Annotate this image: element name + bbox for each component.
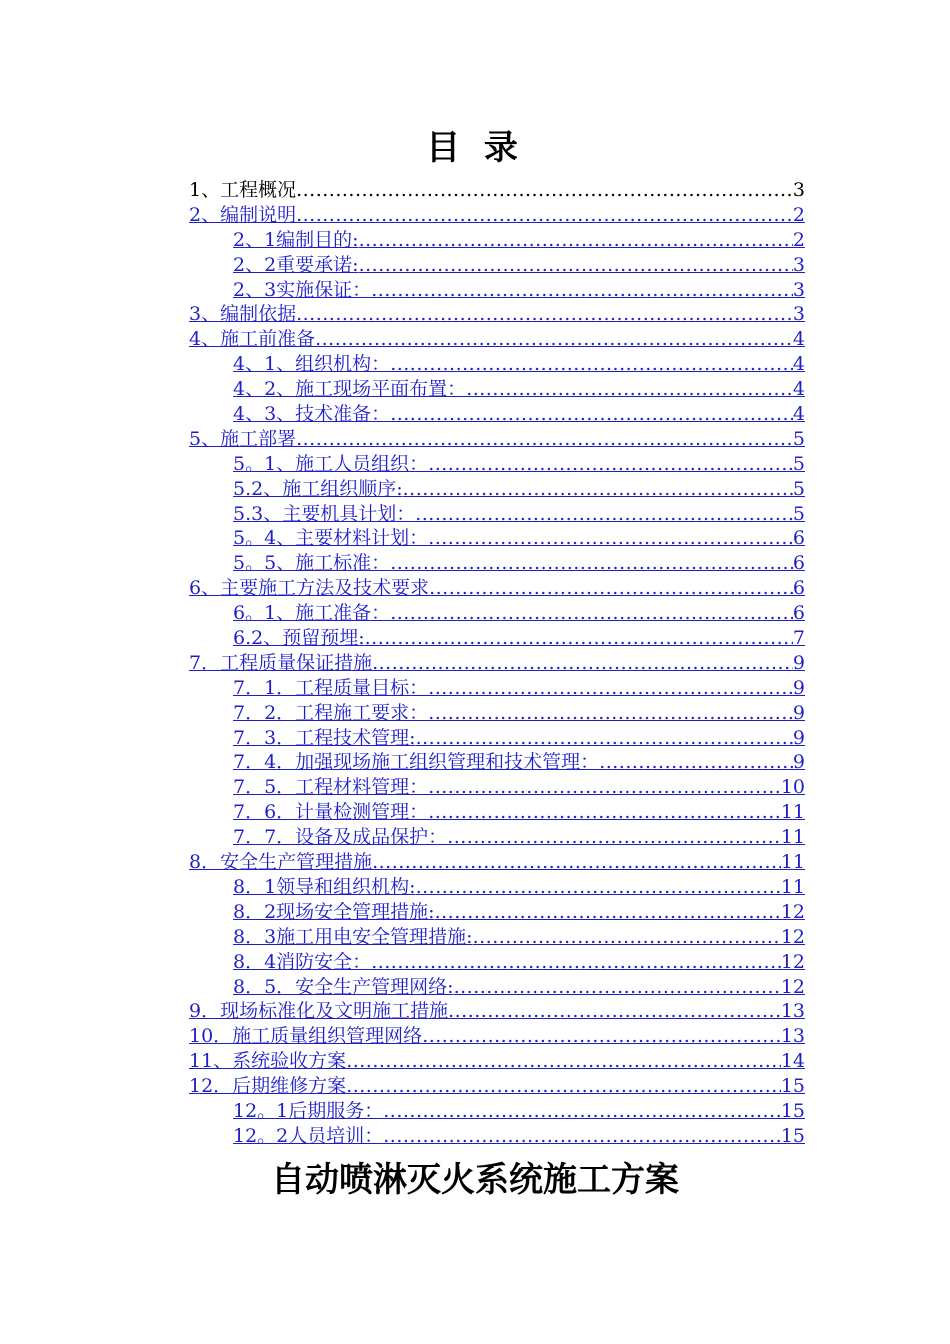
toc-entry[interactable] — [189, 999, 805, 1024]
toc-entry-title: 6。1、施工准备： — [233, 602, 391, 625]
toc-entry-page: 11 — [780, 875, 805, 898]
toc-entry-page: 9 — [792, 701, 805, 724]
toc-entry-page: 12 — [780, 975, 805, 998]
toc-entry-title: 7．6．计量检测管理： — [233, 801, 429, 824]
toc-leader-dots — [448, 999, 781, 1024]
toc-leader-dots — [390, 402, 793, 427]
toc-entry-page: 2 — [792, 203, 805, 226]
toc-entry-page: 6 — [792, 527, 805, 550]
toc-entry-title: 5.3、主要机具计划： — [233, 502, 416, 525]
toc-entry-page: 5 — [792, 477, 805, 500]
toc-leader-dots — [403, 477, 793, 502]
toc-entry-title: 12．后期维修方案 — [189, 1075, 347, 1098]
toc-entry-page: 11 — [780, 826, 805, 849]
toc-entry-title: 8．2现场安全管理措施: — [233, 900, 435, 923]
toc-leader-dots — [428, 775, 781, 800]
toc-leader-dots — [390, 601, 793, 626]
toc-entry-title: 8．5．安全生产管理网络: — [233, 975, 454, 998]
toc-entry[interactable] — [189, 800, 805, 825]
toc-entry[interactable] — [189, 775, 805, 800]
toc-leader-dots — [390, 551, 793, 576]
toc-entry-title: 5。5、施工标准： — [233, 552, 391, 575]
toc-entry-page: 11 — [780, 801, 805, 824]
toc-entry-page: 13 — [780, 1025, 805, 1048]
toc-entry-page: 9 — [792, 676, 805, 699]
toc-entry-title: 7．5．工程材料管理： — [233, 776, 429, 799]
toc-leader-dots — [428, 526, 793, 551]
toc-entry[interactable] — [189, 825, 805, 850]
toc-entry[interactable] — [189, 1024, 805, 1049]
toc-entry-page: 2 — [792, 228, 805, 251]
toc-entry-page: 3 — [792, 179, 805, 201]
toc-entry[interactable] — [189, 850, 805, 875]
toc-entry-title: 7．4．加强现场施工组织管理和技术管理： — [233, 751, 600, 774]
toc-leader-dots — [416, 875, 781, 900]
toc-leader-dots — [383, 1099, 781, 1124]
toc-leader-dots — [416, 726, 793, 751]
toc-entry-page: 9 — [792, 751, 805, 774]
toc-entry[interactable] — [189, 726, 805, 751]
toc-entry-title: 7．1．工程质量目标： — [233, 676, 429, 699]
toc-entry[interactable] — [189, 427, 805, 452]
toc-entry-page: 13 — [780, 1000, 805, 1023]
toc-entry-title: 4、1、组织机构： — [233, 353, 391, 376]
toc-leader-dots — [346, 1074, 781, 1099]
toc-entry-title: 2、3实施保证： — [233, 278, 372, 301]
toc-entry[interactable] — [189, 278, 805, 303]
toc-entry-page: 5 — [792, 502, 805, 525]
toc-entry[interactable] — [189, 950, 805, 975]
toc-entry-title: 1、工程概况 — [189, 179, 297, 201]
toc-entry[interactable] — [189, 203, 805, 228]
toc-entry-page: 5 — [792, 427, 805, 450]
toc-entry-page: 11 — [780, 851, 805, 874]
toc-leader-dots — [454, 975, 781, 1000]
toc-entry-page: 6 — [792, 577, 805, 600]
toc-entry-page: 9 — [792, 726, 805, 749]
toc-leader-dots — [422, 1024, 781, 1049]
toc-entry[interactable] — [189, 626, 805, 651]
toc-entry-page: 3 — [792, 253, 805, 276]
toc-entry-title: 5。1、施工人员组织： — [233, 452, 429, 475]
toc-entry-title: 4、2、施工现场平面布置： — [233, 378, 467, 401]
toc-entry-page: 15 — [780, 1124, 805, 1147]
toc-entry-page: 3 — [792, 278, 805, 301]
toc-entry[interactable] — [189, 925, 805, 950]
toc-entry[interactable] — [189, 352, 805, 377]
toc-leader-dots — [428, 701, 793, 726]
toc-entry-page: 4 — [792, 328, 805, 351]
toc-entry-title: 11、系统验收方案 — [189, 1050, 347, 1073]
toc-leader-dots — [296, 427, 793, 452]
toc-heading: 目 录 — [426, 128, 524, 168]
toc-entry-title: 7．3．工程技术管理: — [233, 726, 416, 749]
toc-entry[interactable] — [189, 477, 805, 502]
toc-entry-title: 7．工程质量保证措施 — [189, 651, 373, 674]
toc-leader-dots — [383, 1124, 781, 1149]
toc-entry-title: 8．1领导和组织机构: — [233, 875, 416, 898]
toc-entry[interactable] — [189, 377, 805, 402]
toc-entry-title: 7．7．设备及成品保护： — [233, 826, 448, 849]
toc-entry-page: 3 — [792, 303, 805, 326]
toc-entry[interactable] — [189, 1074, 805, 1099]
toc-entry-title: 6、主要施工方法及技术要求 — [189, 577, 430, 600]
toc-leader-dots — [359, 228, 793, 253]
toc-entry[interactable] — [189, 701, 805, 726]
toc-leader-dots — [429, 576, 793, 601]
toc-entry[interactable] — [189, 975, 805, 1000]
toc-entry-title: 2、编制说明 — [189, 203, 297, 226]
toc-leader-dots — [296, 302, 793, 327]
toc-entry-title: 2、2重要承诺: — [233, 253, 359, 276]
toc-entry[interactable] — [189, 1099, 805, 1124]
toc-entry-page: 15 — [780, 1099, 805, 1122]
toc-entry-title: 8．安全生产管理措施 — [189, 851, 373, 874]
table-of-contents — [189, 178, 805, 1149]
toc-leader-dots — [371, 278, 793, 303]
toc-entry-page: 4 — [792, 403, 805, 426]
toc-entry[interactable] — [189, 502, 805, 527]
toc-entry[interactable] — [189, 750, 805, 775]
toc-leader-dots — [447, 825, 781, 850]
toc-leader-dots — [473, 925, 781, 950]
toc-leader-dots — [372, 651, 793, 676]
toc-entry[interactable] — [189, 601, 805, 626]
toc-leader-dots — [599, 750, 793, 775]
toc-entry-page: 4 — [792, 353, 805, 376]
toc-entry-page: 12 — [780, 925, 805, 948]
toc-leader-dots — [435, 900, 781, 925]
toc-entry[interactable] — [189, 900, 805, 925]
toc-entry-page: 14 — [780, 1050, 805, 1073]
toc-entry-page: 6 — [792, 602, 805, 625]
toc-entry[interactable] — [189, 302, 805, 327]
toc-leader-dots — [296, 178, 793, 203]
toc-entry-title: 6.2、预留预埋: — [233, 627, 365, 650]
toc-entry — [189, 178, 805, 203]
toc-entry[interactable] — [189, 551, 805, 576]
toc-entry[interactable] — [189, 228, 805, 253]
toc-entry-page: 4 — [792, 378, 805, 401]
toc-entry-title: 7．2．工程施工要求： — [233, 701, 429, 724]
toc-entry-title: 4、施工前准备 — [189, 328, 316, 351]
toc-leader-dots — [315, 327, 793, 352]
toc-entry-page: 15 — [780, 1075, 805, 1098]
toc-leader-dots — [372, 850, 781, 875]
toc-entry-title: 8．4消防安全： — [233, 950, 372, 973]
toc-entry-title: 9．现场标准化及文明施工措施 — [189, 1000, 449, 1023]
toc-entry-title: 10．施工质量组织管理网络 — [189, 1025, 423, 1048]
toc-leader-dots — [296, 203, 793, 228]
toc-entry-page: 12 — [780, 950, 805, 973]
toc-entry-title: 2、1编制目的: — [233, 228, 359, 251]
toc-leader-dots — [428, 676, 793, 701]
toc-leader-dots — [346, 1049, 781, 1074]
toc-entry-title: 5。4、主要材料计划： — [233, 527, 429, 550]
toc-entry-page: 10 — [780, 776, 805, 799]
toc-entry-title: 12。1后期服务： — [233, 1099, 384, 1122]
toc-entry[interactable] — [189, 1124, 805, 1149]
toc-entry[interactable] — [189, 576, 805, 601]
toc-entry[interactable] — [189, 452, 805, 477]
toc-entry[interactable] — [189, 526, 805, 551]
toc-entry[interactable] — [189, 327, 805, 352]
toc-leader-dots — [371, 950, 781, 975]
toc-leader-dots — [428, 452, 793, 477]
toc-entry-title: 5、施工部署 — [189, 427, 297, 450]
toc-entry-page: 9 — [792, 651, 805, 674]
toc-entry[interactable] — [189, 875, 805, 900]
toc-entry-page: 5 — [792, 452, 805, 475]
toc-entry-page: 6 — [792, 552, 805, 575]
toc-entry-title: 12。2人员培训： — [233, 1124, 384, 1147]
toc-entry[interactable] — [189, 1049, 805, 1074]
toc-entry-title: 8．3施工用电安全管理措施: — [233, 925, 473, 948]
toc-entry-title: 3、编制依据 — [189, 303, 297, 326]
toc-leader-dots — [359, 253, 793, 278]
toc-entry[interactable] — [189, 676, 805, 701]
toc-leader-dots — [428, 800, 781, 825]
toc-entry-title: 5.2、施工组织顺序: — [233, 477, 403, 500]
toc-leader-dots — [365, 626, 793, 651]
toc-leader-dots — [390, 352, 793, 377]
toc-entry-title: 4、3、技术准备： — [233, 403, 391, 426]
toc-entry[interactable] — [189, 651, 805, 676]
toc-leader-dots — [466, 377, 793, 402]
toc-entry[interactable] — [189, 253, 805, 278]
toc-leader-dots — [415, 502, 793, 527]
toc-entry-page: 7 — [792, 627, 805, 650]
document-title: 自动喷淋灭火系统施工方案 — [271, 1160, 679, 1200]
toc-entry-page: 12 — [780, 900, 805, 923]
toc-entry[interactable] — [189, 402, 805, 427]
